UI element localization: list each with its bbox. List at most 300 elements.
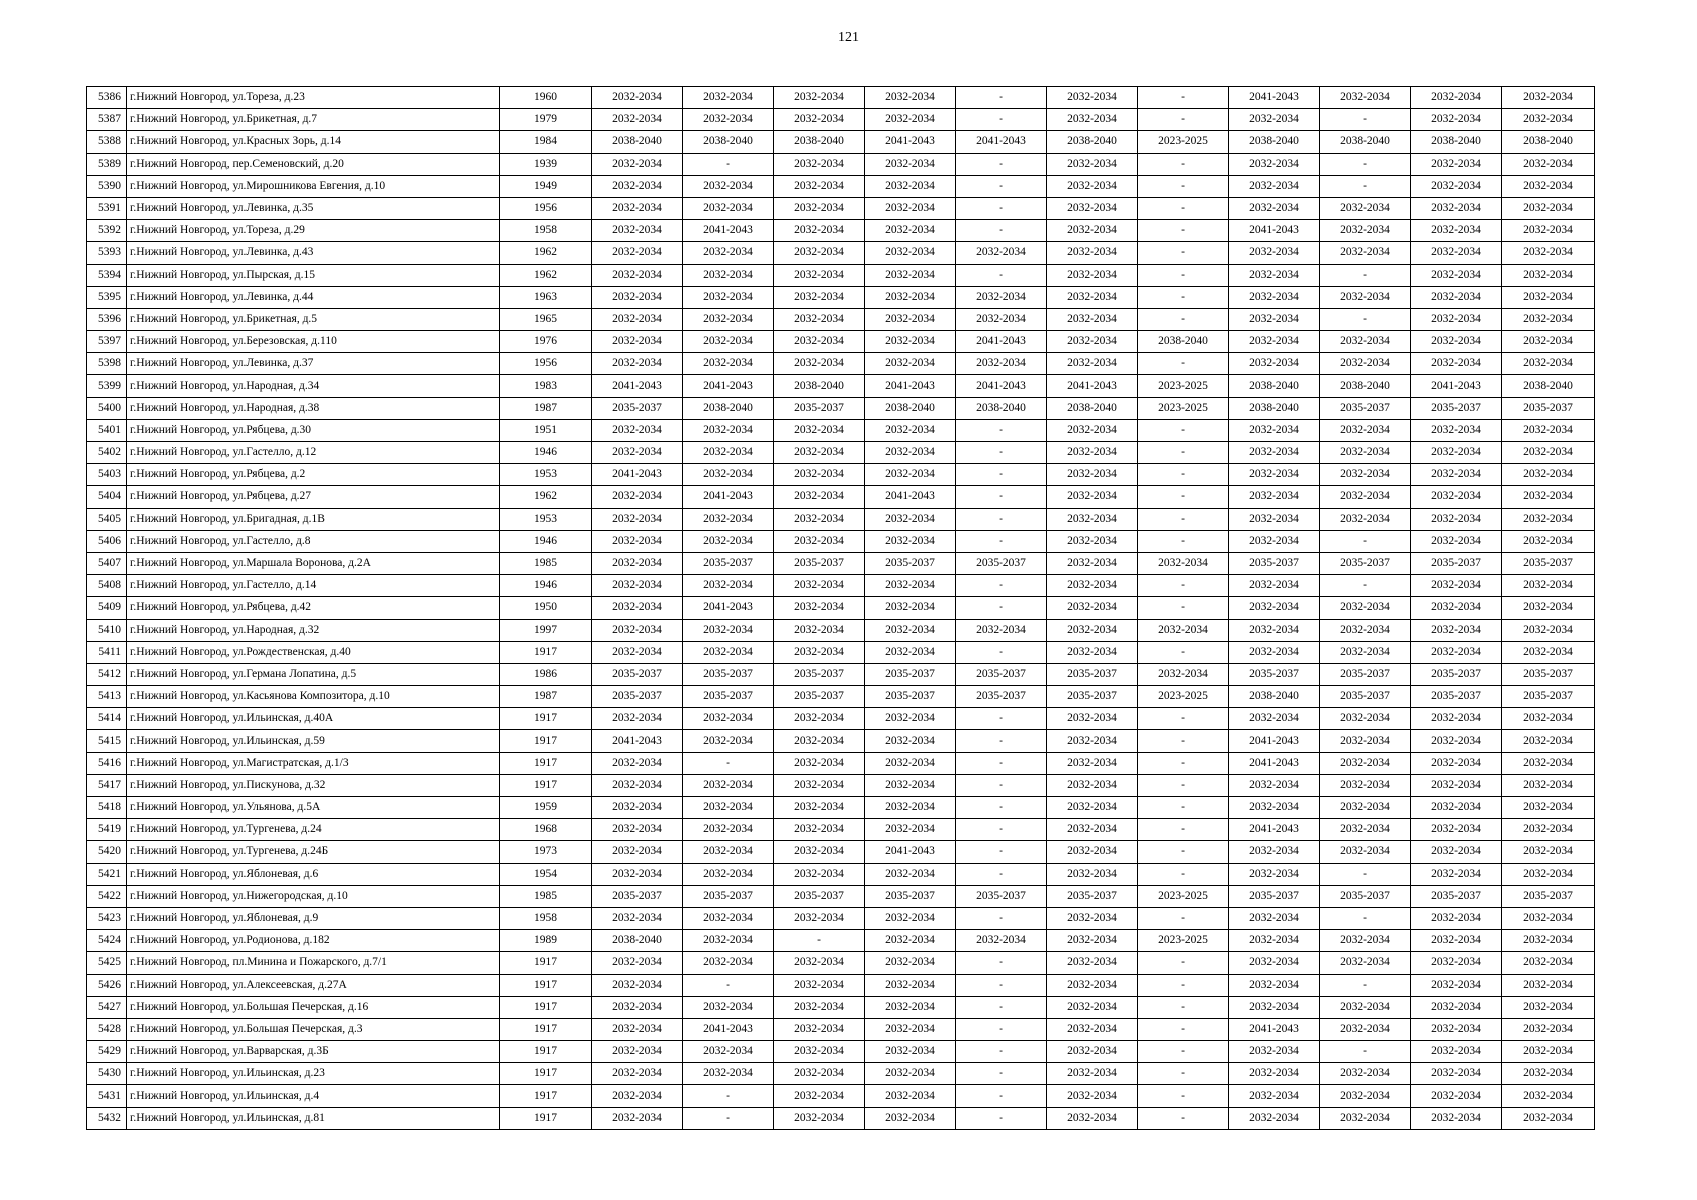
period-cell: - — [1320, 109, 1411, 131]
period-cell: 2032-2034 — [774, 220, 865, 242]
period-cell: 2032-2034 — [774, 730, 865, 752]
period-cell: 2032-2034 — [1411, 264, 1502, 286]
period-cell: 2032-2034 — [774, 841, 865, 863]
period-cell: - — [1138, 153, 1229, 175]
period-cell: 2032-2034 — [774, 974, 865, 996]
period-cell: 2032-2034 — [1502, 197, 1595, 219]
period-cell: 2032-2034 — [1411, 109, 1502, 131]
year-cell: 1917 — [500, 641, 592, 663]
period-cell: 2032-2034 — [1320, 197, 1411, 219]
period-cell: 2032-2034 — [865, 863, 956, 885]
period-cell: 2032-2034 — [592, 708, 683, 730]
address-cell: г.Нижний Новгород, ул.Магистратская, д.1/3 — [127, 752, 500, 774]
period-cell: 2032-2034 — [592, 153, 683, 175]
period-cell: 2035-2037 — [592, 885, 683, 907]
period-cell: 2041-2043 — [1229, 752, 1320, 774]
period-cell: 2032-2034 — [1320, 353, 1411, 375]
period-cell: 2032-2034 — [1502, 597, 1595, 619]
table-row — [87, 708, 1595, 730]
address-cell: г.Нижний Новгород, ул.Брикетная, д.5 — [127, 308, 500, 330]
period-cell: 2032-2034 — [1502, 442, 1595, 464]
year-cell: 1917 — [500, 1107, 592, 1129]
period-cell: - — [1138, 264, 1229, 286]
address-cell: г.Нижний Новгород, ул.Нижегородская, д.10 — [127, 885, 500, 907]
address-cell: г.Нижний Новгород, ул.Народная, д.38 — [127, 397, 500, 419]
row-number-cell: 5411 — [87, 641, 127, 663]
period-cell: 2032-2034 — [1229, 286, 1320, 308]
period-cell: 2032-2034 — [592, 819, 683, 841]
address-cell: г.Нижний Новгород, ул.Левинка, д.35 — [127, 197, 500, 219]
period-cell: 2032-2034 — [1229, 530, 1320, 552]
period-cell: 2032-2034 — [683, 109, 774, 131]
period-cell: 2032-2034 — [1502, 153, 1595, 175]
period-cell: 2032-2034 — [865, 442, 956, 464]
period-cell: - — [1320, 153, 1411, 175]
table-row — [87, 663, 1595, 685]
period-cell: 2032-2034 — [1229, 996, 1320, 1018]
period-cell: 2032-2034 — [1411, 752, 1502, 774]
period-cell: 2032-2034 — [683, 308, 774, 330]
row-number-cell: 5395 — [87, 286, 127, 308]
table-row — [87, 930, 1595, 952]
year-cell: 1985 — [500, 552, 592, 574]
period-cell: 2032-2034 — [1229, 264, 1320, 286]
period-cell: 2035-2037 — [1320, 397, 1411, 419]
table-row — [87, 397, 1595, 419]
period-cell: 2032-2034 — [1047, 952, 1138, 974]
period-cell: 2032-2034 — [592, 641, 683, 663]
period-cell: 2023-2025 — [1138, 131, 1229, 153]
year-cell: 1959 — [500, 797, 592, 819]
period-cell: 2032-2034 — [774, 1085, 865, 1107]
period-cell: 2032-2034 — [1502, 242, 1595, 264]
period-cell: 2032-2034 — [1411, 464, 1502, 486]
year-cell: 1987 — [500, 397, 592, 419]
period-cell: 2038-2040 — [1047, 131, 1138, 153]
period-cell: 2041-2043 — [1047, 375, 1138, 397]
period-cell: 2032-2034 — [1047, 774, 1138, 796]
period-cell: 2032-2034 — [592, 1063, 683, 1085]
row-number-cell: 5398 — [87, 353, 127, 375]
period-cell: 2032-2034 — [774, 353, 865, 375]
period-cell: 2032-2034 — [774, 619, 865, 641]
period-cell: 2032-2034 — [1502, 575, 1595, 597]
period-cell: 2032-2034 — [956, 619, 1047, 641]
table-row — [87, 353, 1595, 375]
period-cell: 2035-2037 — [592, 397, 683, 419]
period-cell: 2032-2034 — [865, 508, 956, 530]
row-number-cell: 5394 — [87, 264, 127, 286]
period-cell: 2038-2040 — [1502, 375, 1595, 397]
period-cell: 2032-2034 — [1411, 353, 1502, 375]
period-cell: 2041-2043 — [1229, 730, 1320, 752]
row-number-cell: 5419 — [87, 819, 127, 841]
period-cell: - — [956, 153, 1047, 175]
period-cell: 2032-2034 — [1047, 242, 1138, 264]
period-cell: - — [683, 974, 774, 996]
period-cell: 2032-2034 — [683, 907, 774, 929]
address-cell: г.Нижний Новгород, ул.Маршала Воронова, д.2А — [127, 552, 500, 574]
year-cell: 1984 — [500, 131, 592, 153]
period-cell: - — [956, 1018, 1047, 1040]
period-cell: 2035-2037 — [1411, 397, 1502, 419]
address-cell: г.Нижний Новгород, ул.Мирошникова Евгения, д.10 — [127, 175, 500, 197]
table-row — [87, 1041, 1595, 1063]
period-cell: 2035-2037 — [1320, 663, 1411, 685]
period-cell: 2032-2034 — [1320, 819, 1411, 841]
period-cell: 2032-2034 — [1502, 419, 1595, 441]
period-cell: 2032-2034 — [592, 220, 683, 242]
period-cell: - — [956, 1085, 1047, 1107]
address-cell: г.Нижний Новгород, ул.Германа Лопатина, д.5 — [127, 663, 500, 685]
period-cell: 2032-2034 — [1229, 641, 1320, 663]
period-cell: 2032-2034 — [1047, 286, 1138, 308]
period-cell: 2032-2034 — [683, 774, 774, 796]
address-cell: г.Нижний Новгород, ул.Народная, д.32 — [127, 619, 500, 641]
period-cell: 2032-2034 — [865, 286, 956, 308]
period-cell: 2032-2034 — [865, 708, 956, 730]
period-cell: 2032-2034 — [1502, 730, 1595, 752]
row-number-cell: 5417 — [87, 774, 127, 796]
period-cell: 2038-2040 — [865, 397, 956, 419]
period-cell: 2032-2034 — [774, 153, 865, 175]
period-cell: 2032-2034 — [1502, 774, 1595, 796]
period-cell: 2032-2034 — [774, 575, 865, 597]
address-cell: г.Нижний Новгород, ул.Ульянова, д.5А — [127, 797, 500, 819]
period-cell: 2032-2034 — [1411, 774, 1502, 796]
period-cell: 2035-2037 — [1320, 552, 1411, 574]
table-row — [87, 575, 1595, 597]
period-cell: 2032-2034 — [774, 87, 865, 109]
row-number-cell: 5399 — [87, 375, 127, 397]
year-cell: 1949 — [500, 175, 592, 197]
table-row — [87, 175, 1595, 197]
year-cell: 1951 — [500, 419, 592, 441]
period-cell: 2041-2043 — [683, 220, 774, 242]
period-cell: 2032-2034 — [1229, 464, 1320, 486]
period-cell: 2038-2040 — [1229, 375, 1320, 397]
address-cell: г.Нижний Новгород, ул.Пырская, д.15 — [127, 264, 500, 286]
period-cell: 2032-2034 — [1411, 87, 1502, 109]
period-cell: 2032-2034 — [1047, 308, 1138, 330]
year-cell: 1946 — [500, 442, 592, 464]
period-cell: - — [1138, 530, 1229, 552]
period-cell: 2032-2034 — [1320, 752, 1411, 774]
year-cell: 1917 — [500, 708, 592, 730]
period-cell: 2032-2034 — [1320, 87, 1411, 109]
period-cell: 2032-2034 — [865, 774, 956, 796]
table-row — [87, 996, 1595, 1018]
period-cell: 2032-2034 — [592, 974, 683, 996]
period-cell: 2032-2034 — [1229, 308, 1320, 330]
period-cell: 2032-2034 — [683, 841, 774, 863]
table-row — [87, 552, 1595, 574]
period-cell: 2023-2025 — [1138, 686, 1229, 708]
period-cell: 2041-2043 — [592, 375, 683, 397]
period-cell: 2032-2034 — [1502, 1107, 1595, 1129]
address-cell: г.Нижний Новгород, ул.Пискунова, д.32 — [127, 774, 500, 796]
period-cell: 2032-2034 — [865, 819, 956, 841]
period-cell: - — [956, 730, 1047, 752]
period-cell: 2032-2034 — [1229, 863, 1320, 885]
period-cell: 2032-2034 — [774, 774, 865, 796]
row-number-cell: 5431 — [87, 1085, 127, 1107]
period-cell: - — [956, 530, 1047, 552]
period-cell: 2032-2034 — [1047, 974, 1138, 996]
period-cell: 2032-2034 — [1502, 87, 1595, 109]
period-cell: 2032-2034 — [1411, 708, 1502, 730]
period-cell: 2032-2034 — [1047, 530, 1138, 552]
period-cell: 2032-2034 — [1320, 242, 1411, 264]
registry-table — [86, 86, 1595, 1130]
period-cell: 2032-2034 — [592, 575, 683, 597]
period-cell: 2032-2034 — [1320, 774, 1411, 796]
period-cell: 2032-2034 — [1229, 153, 1320, 175]
period-cell: 2041-2043 — [683, 1018, 774, 1040]
period-cell: 2032-2034 — [865, 730, 956, 752]
period-cell: - — [956, 996, 1047, 1018]
period-cell: - — [956, 597, 1047, 619]
period-cell: 2032-2034 — [1047, 1107, 1138, 1129]
address-cell: г.Нижний Новгород, ул.Левинка, д.37 — [127, 353, 500, 375]
period-cell: 2032-2034 — [774, 907, 865, 929]
period-cell: 2035-2037 — [1229, 663, 1320, 685]
period-cell: 2032-2034 — [1411, 930, 1502, 952]
period-cell: 2032-2034 — [683, 197, 774, 219]
period-cell: 2035-2037 — [865, 686, 956, 708]
period-cell: 2032-2034 — [683, 530, 774, 552]
row-number-cell: 5432 — [87, 1107, 127, 1129]
period-cell: 2032-2034 — [1047, 930, 1138, 952]
table-row — [87, 486, 1595, 508]
period-cell: 2041-2043 — [683, 375, 774, 397]
table-row — [87, 331, 1595, 353]
address-cell: г.Нижний Новгород, ул.Рождественская, д.40 — [127, 641, 500, 663]
period-cell: - — [1138, 87, 1229, 109]
address-cell: г.Нижний Новгород, ул.Народная, д.34 — [127, 375, 500, 397]
row-number-cell: 5426 — [87, 974, 127, 996]
period-cell: 2035-2037 — [1411, 885, 1502, 907]
period-cell: 2035-2037 — [1411, 686, 1502, 708]
address-cell: г.Нижний Новгород, ул.Гастелло, д.14 — [127, 575, 500, 597]
period-cell: - — [1138, 774, 1229, 796]
row-number-cell: 5429 — [87, 1041, 127, 1063]
period-cell: - — [956, 87, 1047, 109]
period-cell: 2032-2034 — [1047, 797, 1138, 819]
period-cell: - — [1138, 974, 1229, 996]
table-row — [87, 1018, 1595, 1040]
period-cell: 2032-2034 — [1229, 1107, 1320, 1129]
period-cell: 2032-2034 — [683, 708, 774, 730]
period-cell: 2032-2034 — [592, 907, 683, 929]
year-cell: 1953 — [500, 464, 592, 486]
period-cell: 2032-2034 — [774, 530, 865, 552]
period-cell: 2035-2037 — [956, 885, 1047, 907]
year-cell: 1973 — [500, 841, 592, 863]
table-row — [87, 819, 1595, 841]
period-cell: 2032-2034 — [683, 797, 774, 819]
period-cell: 2032-2034 — [865, 930, 956, 952]
period-cell: 2032-2034 — [774, 442, 865, 464]
row-number-cell: 5408 — [87, 575, 127, 597]
address-cell: г.Нижний Новгород, ул.Гастелло, д.12 — [127, 442, 500, 464]
year-cell: 1962 — [500, 486, 592, 508]
period-cell: 2032-2034 — [1047, 508, 1138, 530]
period-cell: 2032-2034 — [1229, 442, 1320, 464]
period-cell: 2032-2034 — [1229, 508, 1320, 530]
period-cell: 2032-2034 — [592, 1085, 683, 1107]
period-cell: 2032-2034 — [683, 286, 774, 308]
period-cell: 2032-2034 — [1047, 1041, 1138, 1063]
period-cell: 2032-2034 — [774, 286, 865, 308]
period-cell: 2032-2034 — [865, 1063, 956, 1085]
period-cell: 2032-2034 — [1411, 220, 1502, 242]
year-cell: 1917 — [500, 952, 592, 974]
period-cell: 2038-2040 — [1047, 397, 1138, 419]
period-cell: 2032-2034 — [1411, 175, 1502, 197]
row-number-cell: 5423 — [87, 907, 127, 929]
period-cell: - — [1138, 752, 1229, 774]
period-cell: 2041-2043 — [592, 730, 683, 752]
address-cell: г.Нижний Новгород, ул.Яблоневая, д.9 — [127, 907, 500, 929]
period-cell: 2035-2037 — [1047, 686, 1138, 708]
period-cell: 2032-2034 — [592, 1041, 683, 1063]
period-cell: 2032-2034 — [774, 597, 865, 619]
period-cell: 2032-2034 — [1320, 730, 1411, 752]
period-cell: 2032-2034 — [865, 530, 956, 552]
period-cell: 2032-2034 — [1502, 220, 1595, 242]
period-cell: 2032-2034 — [774, 109, 865, 131]
period-cell: 2032-2034 — [865, 752, 956, 774]
period-cell: 2032-2034 — [592, 419, 683, 441]
period-cell: 2038-2040 — [774, 375, 865, 397]
period-cell: 2032-2034 — [865, 907, 956, 929]
table-row — [87, 242, 1595, 264]
period-cell: 2032-2034 — [865, 464, 956, 486]
row-number-cell: 5418 — [87, 797, 127, 819]
period-cell: 2035-2037 — [774, 686, 865, 708]
period-cell: - — [1138, 730, 1229, 752]
year-cell: 1985 — [500, 885, 592, 907]
period-cell: 2032-2034 — [865, 153, 956, 175]
address-cell: г.Нижний Новгород, пер.Семеновский, д.20 — [127, 153, 500, 175]
period-cell: - — [1138, 1018, 1229, 1040]
period-cell: 2041-2043 — [592, 464, 683, 486]
period-cell: 2032-2034 — [1502, 641, 1595, 663]
period-cell: 2032-2034 — [1502, 508, 1595, 530]
row-number-cell: 5397 — [87, 331, 127, 353]
period-cell: 2032-2034 — [683, 264, 774, 286]
period-cell: 2032-2034 — [1411, 508, 1502, 530]
period-cell: - — [1138, 841, 1229, 863]
period-cell: 2035-2037 — [1047, 663, 1138, 685]
period-cell: - — [1138, 486, 1229, 508]
period-cell: 2032-2034 — [774, 331, 865, 353]
period-cell: - — [956, 952, 1047, 974]
row-number-cell: 5424 — [87, 930, 127, 952]
period-cell: - — [1138, 1063, 1229, 1085]
period-cell: 2032-2034 — [683, 1041, 774, 1063]
period-cell: 2032-2034 — [865, 175, 956, 197]
period-cell: 2032-2034 — [592, 442, 683, 464]
year-cell: 1956 — [500, 197, 592, 219]
period-cell: 2035-2037 — [1320, 885, 1411, 907]
period-cell: 2035-2037 — [774, 885, 865, 907]
period-cell: - — [1138, 508, 1229, 530]
period-cell: 2032-2034 — [1502, 841, 1595, 863]
period-cell: - — [1138, 308, 1229, 330]
period-cell: 2032-2034 — [1320, 841, 1411, 863]
row-number-cell: 5422 — [87, 885, 127, 907]
period-cell: 2041-2043 — [1229, 220, 1320, 242]
row-number-cell: 5405 — [87, 508, 127, 530]
period-cell: 2032-2034 — [592, 109, 683, 131]
period-cell: - — [956, 841, 1047, 863]
year-cell: 1997 — [500, 619, 592, 641]
period-cell: 2032-2034 — [1320, 619, 1411, 641]
period-cell: 2032-2034 — [1411, 1085, 1502, 1107]
year-cell: 1917 — [500, 774, 592, 796]
address-cell: г.Нижний Новгород, ул.Ильинская, д.23 — [127, 1063, 500, 1085]
period-cell: 2032-2034 — [1502, 797, 1595, 819]
period-cell: 2032-2034 — [683, 353, 774, 375]
period-cell: 2032-2034 — [592, 286, 683, 308]
year-cell: 1917 — [500, 752, 592, 774]
period-cell: 2032-2034 — [1047, 220, 1138, 242]
period-cell: 2032-2034 — [1047, 552, 1138, 574]
period-cell: 2032-2034 — [774, 464, 865, 486]
period-cell: 2032-2034 — [592, 797, 683, 819]
table-row — [87, 375, 1595, 397]
period-cell: 2032-2034 — [592, 841, 683, 863]
period-cell: 2032-2034 — [1320, 641, 1411, 663]
period-cell: - — [1138, 419, 1229, 441]
period-cell: 2032-2034 — [592, 530, 683, 552]
period-cell: 2032-2034 — [592, 242, 683, 264]
period-cell: 2032-2034 — [1229, 797, 1320, 819]
period-cell: 2035-2037 — [865, 885, 956, 907]
address-cell: г.Нижний Новгород, ул.Ильинская, д.40А — [127, 708, 500, 730]
period-cell: - — [1138, 464, 1229, 486]
period-cell: 2032-2034 — [683, 952, 774, 974]
period-cell: 2032-2034 — [865, 1107, 956, 1129]
period-cell: 2032-2034 — [683, 819, 774, 841]
period-cell: 2032-2034 — [1502, 1063, 1595, 1085]
period-cell: 2041-2043 — [865, 131, 956, 153]
period-cell: 2032-2034 — [1411, 619, 1502, 641]
address-cell: г.Нижний Новгород, ул.Рябцева, д.30 — [127, 419, 500, 441]
table-row — [87, 797, 1595, 819]
period-cell: - — [1138, 819, 1229, 841]
period-cell: 2032-2034 — [683, 242, 774, 264]
period-cell: 2032-2034 — [1320, 419, 1411, 441]
period-cell: 2032-2034 — [865, 220, 956, 242]
period-cell: 2032-2034 — [592, 87, 683, 109]
table-row — [87, 109, 1595, 131]
period-cell: 2038-2040 — [683, 397, 774, 419]
period-cell: 2032-2034 — [1229, 774, 1320, 796]
period-cell: 2032-2034 — [592, 552, 683, 574]
period-cell: 2032-2034 — [1229, 242, 1320, 264]
period-cell: 2032-2034 — [1411, 486, 1502, 508]
period-cell: 2032-2034 — [1047, 730, 1138, 752]
year-cell: 1963 — [500, 286, 592, 308]
address-cell: г.Нижний Новгород, ул.Березовская, д.110 — [127, 331, 500, 353]
period-cell: 2032-2034 — [592, 1107, 683, 1129]
period-cell: 2032-2034 — [683, 508, 774, 530]
address-cell: г.Нижний Новгород, ул.Бригадная, д.1В — [127, 508, 500, 530]
period-cell: - — [683, 752, 774, 774]
